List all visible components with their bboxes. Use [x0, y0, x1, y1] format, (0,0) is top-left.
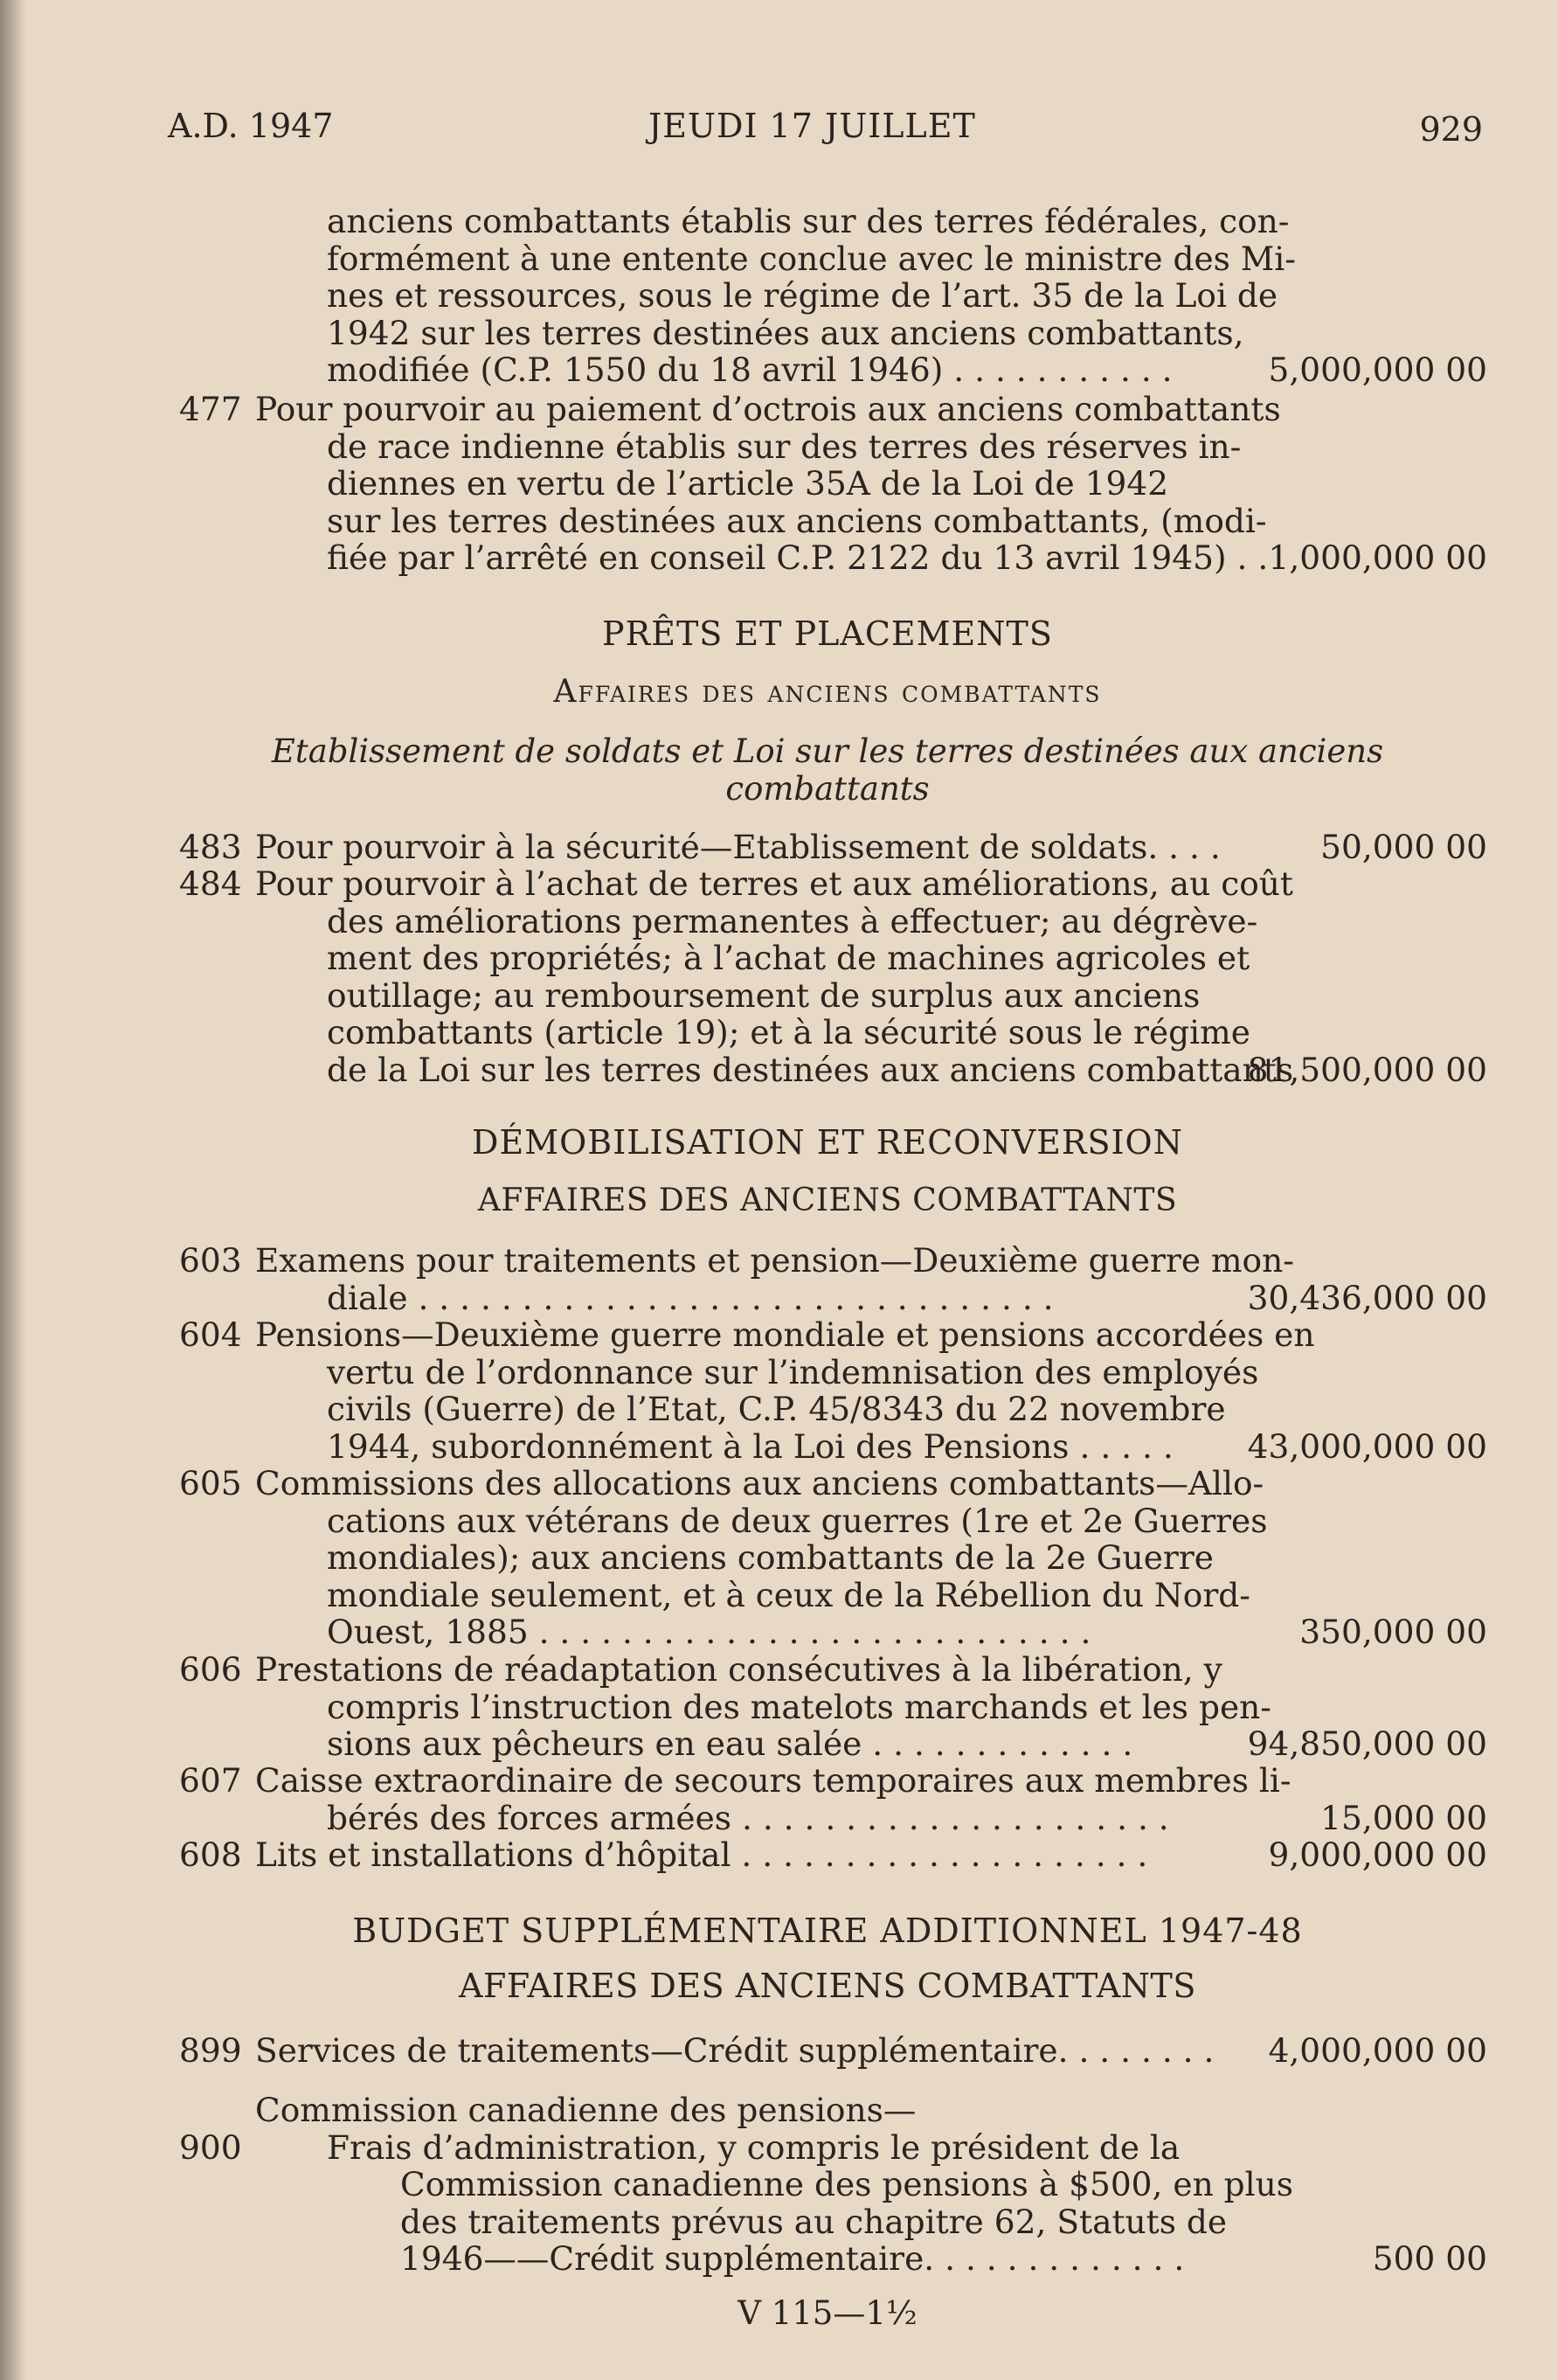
text-line: modifiée (C.P. 1550 du 18 avril 1946) . . . . . . . . . . .	[327, 350, 1173, 389]
amount: 500 00	[1372, 2239, 1487, 2278]
section-title-budget: BUDGET SUPPLÉMENTAIRE ADDITIONNEL 1947-48	[352, 1912, 1303, 1950]
item-484	[168, 865, 1487, 1088]
item-603	[168, 1242, 1487, 1316]
item-899	[168, 2032, 1487, 2070]
page-number: 929	[1419, 110, 1483, 149]
item-number: 900	[179, 2127, 242, 2167]
page-binding-edge	[0, 0, 26, 2380]
italic-heading-line1: Etablissement de soldats et Loi sur les terres destinées aux anciens	[271, 732, 1384, 770]
text-line: de race indienne établis sur des terres des réserves in-	[327, 427, 1242, 466]
text-line: Commission canadienne des pensions à $500, en plus	[400, 2165, 1294, 2203]
item-number: 607	[179, 1761, 242, 1800]
item-605	[168, 1465, 1487, 1651]
text-line: Frais d’administration, y compris le président de la	[327, 2127, 1181, 2167]
amount: 50,000 00	[1320, 828, 1487, 866]
amount: 30,436,000 00	[1247, 1278, 1487, 1317]
text-line: Lits et installations d’hôpital . . . . . . . . . . . . . . . . . . . .	[255, 1835, 1148, 1874]
text-line: civils (Guerre) de l’Etat, C.P. 45/8343 du 22 novembre	[327, 1390, 1226, 1428]
item-number: 608	[179, 1835, 242, 1874]
section-title-demobilisation: DÉMOBILISATION ET RECONVERSION	[472, 1123, 1183, 1162]
text-line: 1946——Crédit supplémentaire. . . . . . . . . . . . .	[400, 2239, 1185, 2278]
text-line: Pour pourvoir à la sécurité—Etablissement de soldats. . . .	[255, 828, 1221, 866]
italic-heading-line2: combattants	[725, 770, 930, 808]
text-line: 1944, subordonnément à la Loi des Pensions . . . . .	[327, 1426, 1174, 1466]
item-number: 483	[179, 828, 242, 866]
text-line: bérés des forces armées . . . . . . . . . . . . . . . . . . . . .	[327, 1798, 1169, 1837]
item-number: 604	[179, 1315, 242, 1354]
text-line: Prestations de réadaptation consécutives à la libération, y	[255, 1650, 1222, 1689]
item-number: 484	[179, 864, 242, 903]
text-line: vertu de l’ordonnance sur l’indemnisation des employés	[327, 1352, 1259, 1391]
text-line: diennes en vertu de l’article 35A de la Loi de 1942	[327, 464, 1169, 503]
text-line: mondiales); aux anciens combattants de la 2e Guerre	[327, 1538, 1214, 1577]
text-line: Caisse extraordinaire de secours temporaires aux membres li-	[255, 1761, 1291, 1800]
header-year: A.D. 1947	[168, 107, 334, 145]
text-line: des traitements prévus au chapitre 62, Statuts de	[400, 2202, 1228, 2241]
item-number: 899	[179, 2031, 242, 2070]
item-number: 606	[179, 1650, 242, 1689]
item-number: 605	[179, 1464, 242, 1502]
item-604	[168, 1316, 1487, 1465]
text-line: Commissions des allocations aux anciens combattants—Allo-	[255, 1464, 1264, 1502]
section-subtitle: AFFAIRES DES ANCIENS COMBATTANTS	[477, 1183, 1178, 1218]
text-line: nes et ressources, sous le régime de l’art. 35 de la Loi de	[327, 276, 1278, 315]
text-line: fiée par l’arrêté en conseil C.P. 2122 du 13 avril 1945) . .	[327, 538, 1269, 577]
item-477	[168, 391, 1487, 577]
section-title-prets: PRÊTS ET PLACEMENTS	[602, 614, 1053, 653]
text-line: cations aux vétérans de deux guerres (1re et 2e Guerres	[327, 1501, 1268, 1540]
intro-paragraph	[168, 203, 1487, 389]
item-900	[168, 2092, 1487, 2278]
amount: 1,000,000 00	[1268, 538, 1487, 577]
text-line: sur les terres destinées aux anciens combattants, (modi-	[327, 501, 1267, 540]
header-date: JEUDI 17 JUILLET	[648, 107, 976, 145]
page-footer: V 115—1½	[737, 2294, 917, 2332]
amount: 4,000,000 00	[1268, 2031, 1487, 2070]
text-line: sions aux pêcheurs en eau salée . . . . . . . . . . . . .	[327, 1724, 1133, 1763]
item-number: 603	[179, 1241, 242, 1280]
text-line: Pensions—Deuxième guerre mondiale et pensions accordées en	[255, 1315, 1315, 1354]
amount: 15,000 00	[1320, 1798, 1487, 1837]
amount: 5,000,000 00	[1268, 350, 1487, 389]
text-line: des améliorations permanentes à effectuer; au dégrève-	[327, 901, 1258, 940]
item-number: 477	[179, 390, 242, 428]
item-606	[168, 1651, 1487, 1763]
text-line: Services de traitements—Crédit supplémentaire. . . . . . . .	[255, 2031, 1215, 2070]
item-608	[168, 1836, 1487, 1874]
text-line: formément à une entente conclue avec le ministre des Mi-	[327, 239, 1296, 278]
page-header	[168, 107, 1483, 150]
item-483	[168, 829, 1487, 866]
text-line: Examens pour traitements et pension—Deuxième guerre mon-	[255, 1241, 1294, 1280]
amount: 94,850,000 00	[1247, 1724, 1487, 1763]
text-line: anciens combattants établis sur des terres fédérales, con-	[327, 202, 1290, 240]
text-line: Ouest, 1885 . . . . . . . . . . . . . . . . . . . . . . . . . . .	[327, 1613, 1091, 1651]
section-subtitle: Affaires des anciens combattants	[553, 674, 1102, 710]
subheading: Commission canadienne des pensions—	[255, 2091, 917, 2129]
item-607	[168, 1762, 1487, 1836]
text-line: de la Loi sur les terres destinées aux anciens combattants	[327, 1050, 1294, 1089]
text-line: combattants (article 19); et à la sécurité sous le régime	[327, 1013, 1250, 1051]
section-subtitle: AFFAIRES DES ANCIENS COMBATTANTS	[459, 1967, 1196, 2005]
text-line: compris l’instruction des matelots marchands et les pen-	[327, 1687, 1271, 1726]
amount: 350,000 00	[1299, 1613, 1487, 1651]
text-line: 1942 sur les terres destinées aux anciens combattants,	[327, 313, 1244, 352]
amount: 81,500,000 00	[1247, 1050, 1487, 1089]
text-line: Pour pourvoir au paiement d’octrois aux anciens combattants	[255, 390, 1281, 428]
amount: 43,000,000 00	[1247, 1426, 1487, 1466]
text-line: outillage; au remboursement de surplus aux anciens	[327, 975, 1201, 1015]
text-line: ment des propriétés; à l’achat de machines agricoles et	[327, 939, 1250, 977]
amount: 9,000,000 00	[1268, 1835, 1487, 1874]
text-line: diale . . . . . . . . . . . . . . . . . . . . . . . . . . . . . . .	[327, 1278, 1054, 1317]
text-line: mondiale seulement, et à ceux de la Rébellion du Nord-	[327, 1575, 1250, 1614]
text-line: Pour pourvoir à l’achat de terres et aux améliorations, au coût	[255, 864, 1294, 903]
